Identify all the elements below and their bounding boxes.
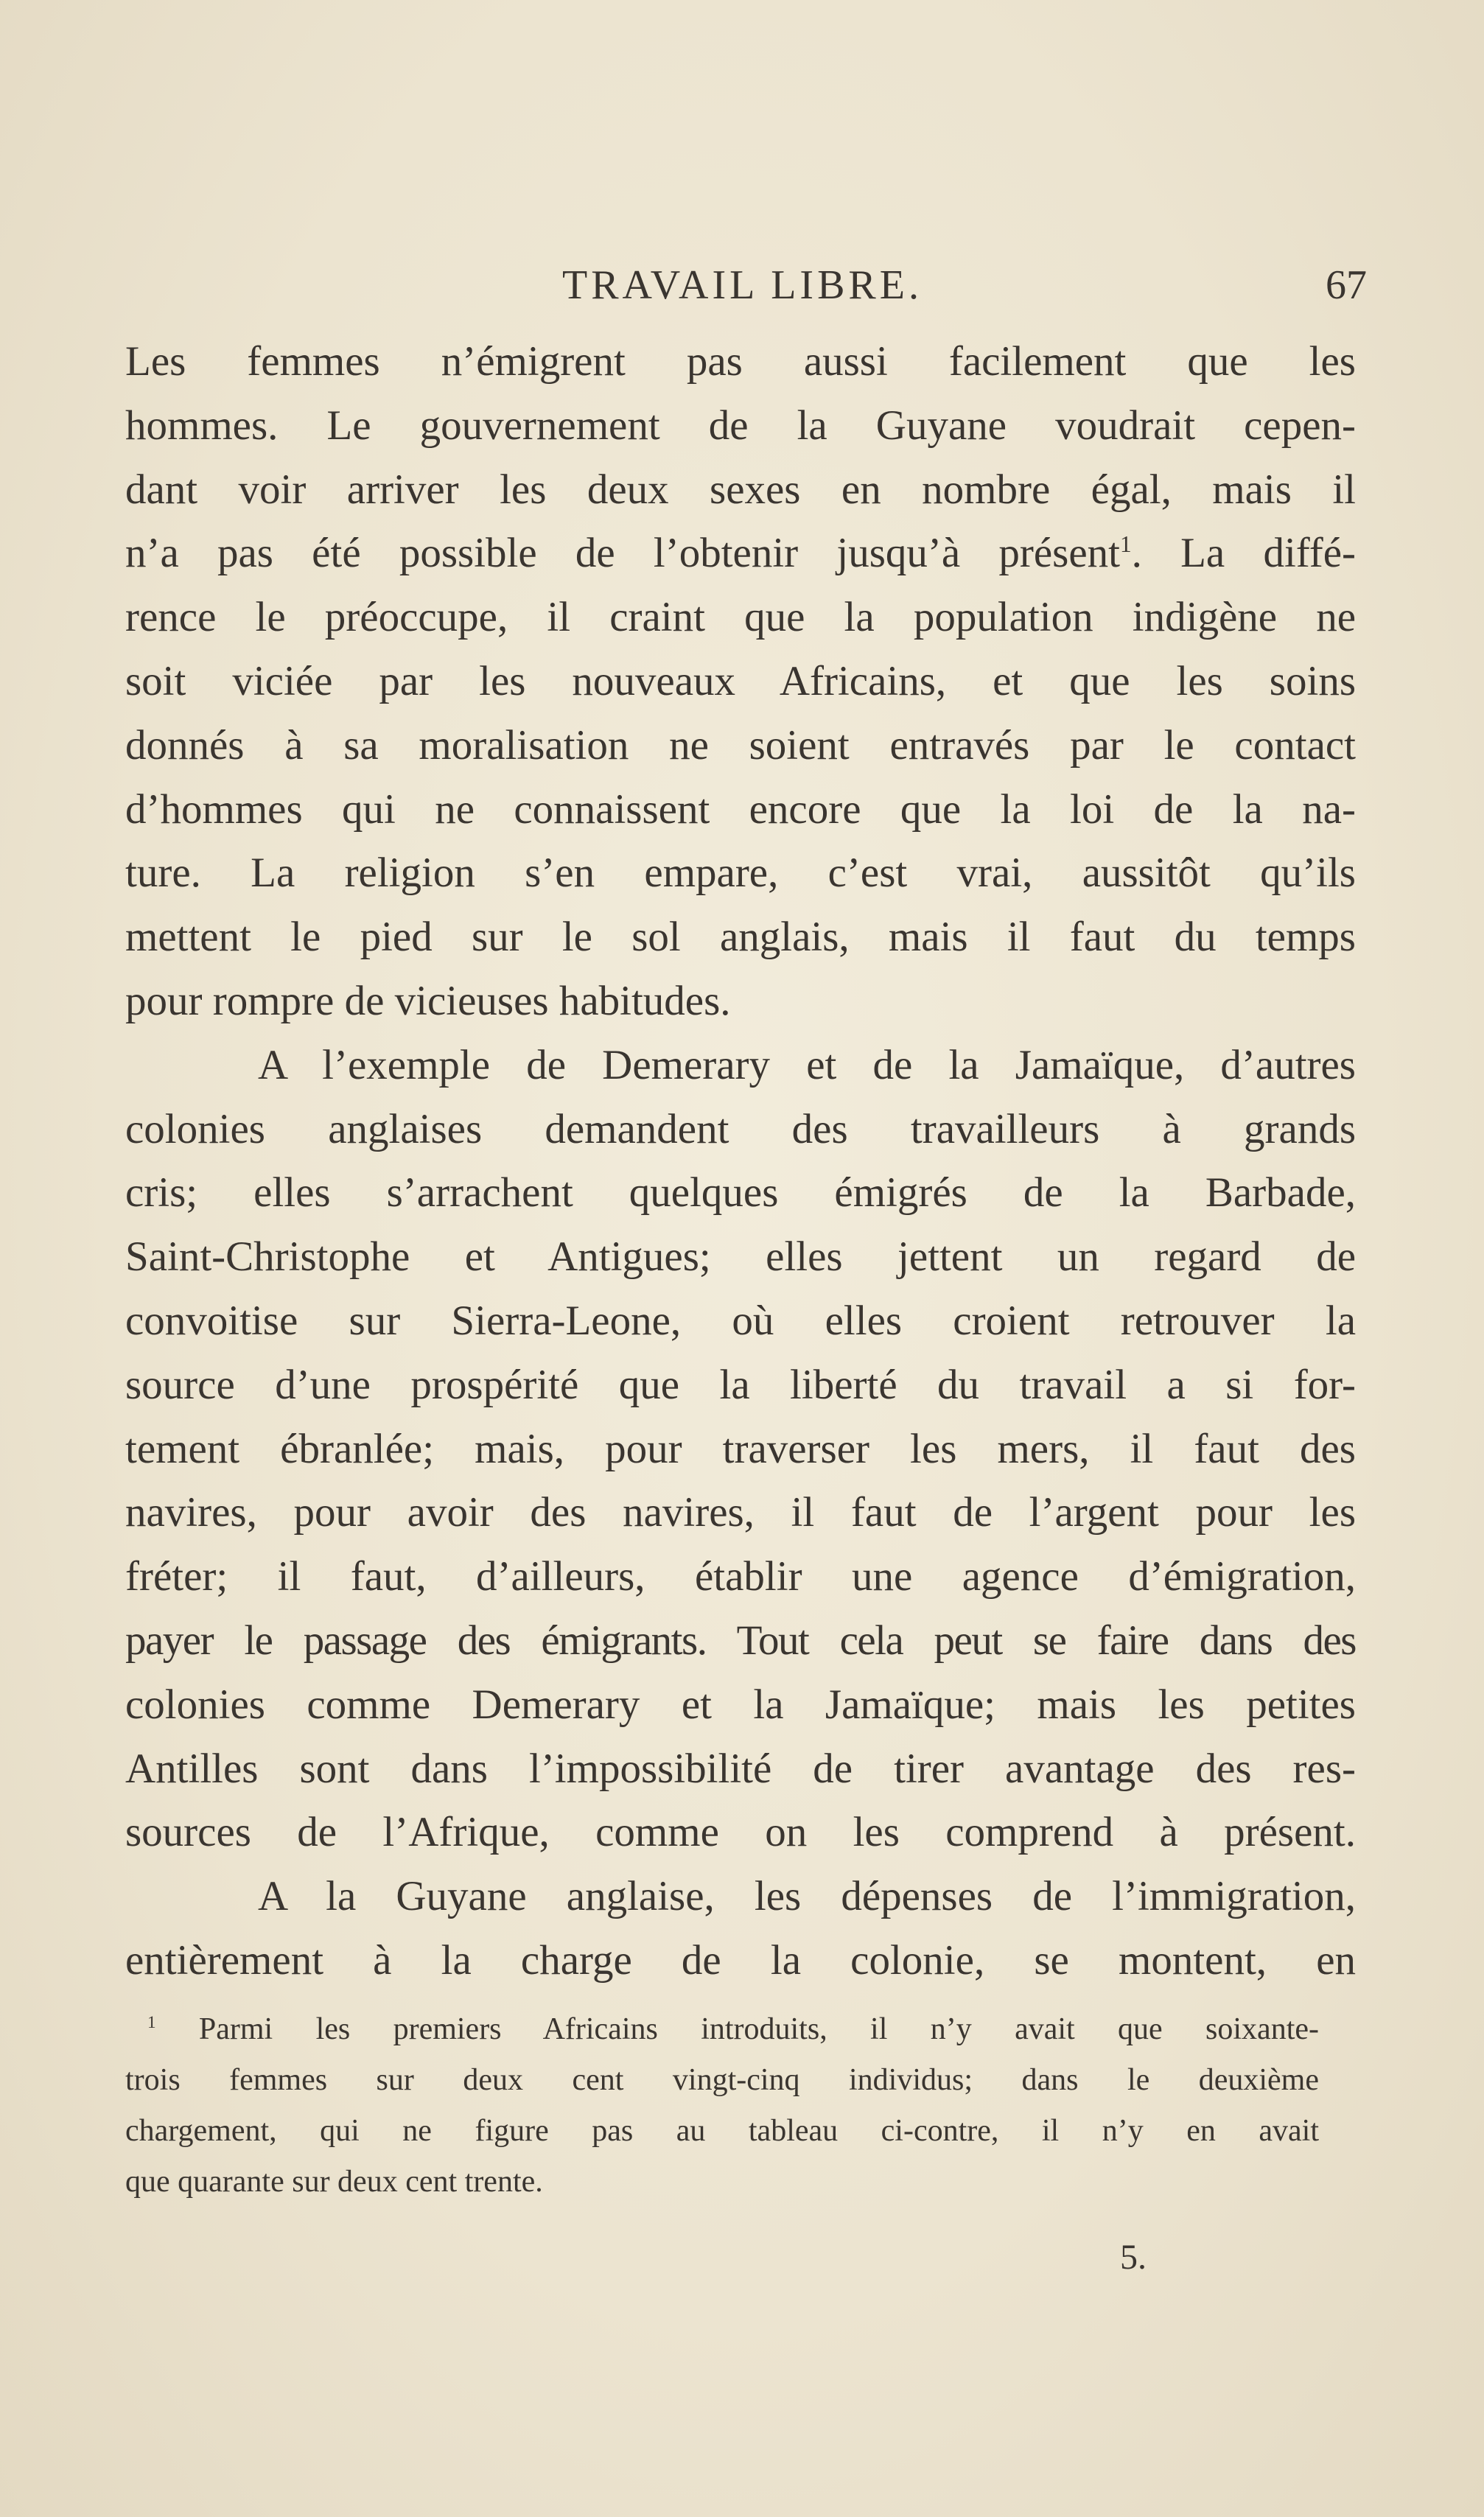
text-line: colonies anglaises demandent des travailleurs à grands <box>125 1105 1356 1152</box>
text-line: entièrement à la charge de la colonie, se montent, en <box>125 1936 1356 1984</box>
footnote-line-text: Parmi les premiers Africains introduits, il n’y avait que soixante- <box>198 2012 1320 2046</box>
text-line: dant voir arriver les deux sexes en nombre égal, mais il <box>125 466 1356 513</box>
text-line: fréter; il faut, d’ailleurs, établir une agence d’émigration, <box>125 1553 1356 1600</box>
text-line: colonies comme Demerary et la Jamaïque; mais les petites <box>125 1681 1356 1728</box>
text-line-with-note <box>125 522 1356 586</box>
text-line: hommes. Le gouvernement de la Guyane voudrait cepen- <box>125 402 1356 449</box>
signature-mark: 5. <box>1120 2238 1147 2277</box>
text-line: donnés à sa moralisation ne soient entravés par le contact <box>125 721 1356 769</box>
text-line: Antilles sont dans l’impossibilité de tirer avantage des res- <box>125 1745 1356 1792</box>
footnote-line <box>125 2004 1319 2055</box>
text-line: rence le préoccupe, il craint que la population indigène ne <box>125 594 1356 641</box>
text-line: ture. La religion s’en empare, c’est vrai, aussitôt qu’ils <box>125 850 1356 897</box>
text-line: payer le passage des émigrants. Tout cela peut se faire dans des <box>125 1617 1356 1664</box>
page-number: 67 <box>1326 262 1367 308</box>
text-line: mettent le pied sur le sol anglais, mais il faut du temps <box>125 914 1356 961</box>
text-line: cris; elles s’arrachent quelques émigrés de la Barbade, <box>125 1169 1356 1217</box>
text-line: A l’exemple de Demerary et de la Jamaïque, d’autres <box>258 1041 1356 1088</box>
footnote-line: trois femmes sur deux cent vingt-cinq individus; dans le deuxième <box>125 2063 1319 2097</box>
text-line: A la Guyane anglaise, les dépenses de l’immigration, <box>258 1873 1356 1920</box>
text-line: Saint-Christophe et Antigues; elles jettent un regard de <box>125 1233 1356 1281</box>
text-line: pour rompre de vicieuses habitudes. <box>125 977 731 1024</box>
body-text <box>125 330 1356 1993</box>
text-line: Les femmes n’émigrent pas aussi facilement que les <box>125 338 1356 385</box>
text-line: navires, pour avoir des navires, il faut de l’argent pour les <box>125 1489 1356 1536</box>
text-line-end: . La diffé- <box>1131 530 1356 577</box>
footnote-line: que quarante sur deux cent trente. <box>125 2165 543 2199</box>
text-line: tement ébranlée; mais, pour traverser les mers, il faut des <box>125 1425 1356 1472</box>
text-line: source d’une prospérité que la liberté du travail a si for- <box>125 1361 1356 1408</box>
text-line: soit viciée par les nouveaux Africains, et que les soins <box>125 657 1356 704</box>
page-header <box>118 259 1367 311</box>
footnote-marker: 1 <box>147 2012 156 2031</box>
footnote <box>125 2004 1319 2208</box>
text-line-start: n’a pas été possible de l’obtenir jusqu’à présent <box>125 530 1120 577</box>
text-line: convoitise sur Sierra-Leone, où elles croient retrouver la <box>125 1297 1356 1344</box>
running-title: TRAVAIL LIBRE. <box>562 262 923 308</box>
text-line: d’hommes qui ne connaissent encore que la loi de la na- <box>125 785 1356 833</box>
footnote-line: chargement, qui ne figure pas au tableau ci-contre, il n’y en avait <box>125 2114 1319 2148</box>
footnote-reference: 1 <box>1119 531 1132 558</box>
text-line: sources de l’Afrique, comme on les comprend à présent. <box>125 1809 1356 1856</box>
